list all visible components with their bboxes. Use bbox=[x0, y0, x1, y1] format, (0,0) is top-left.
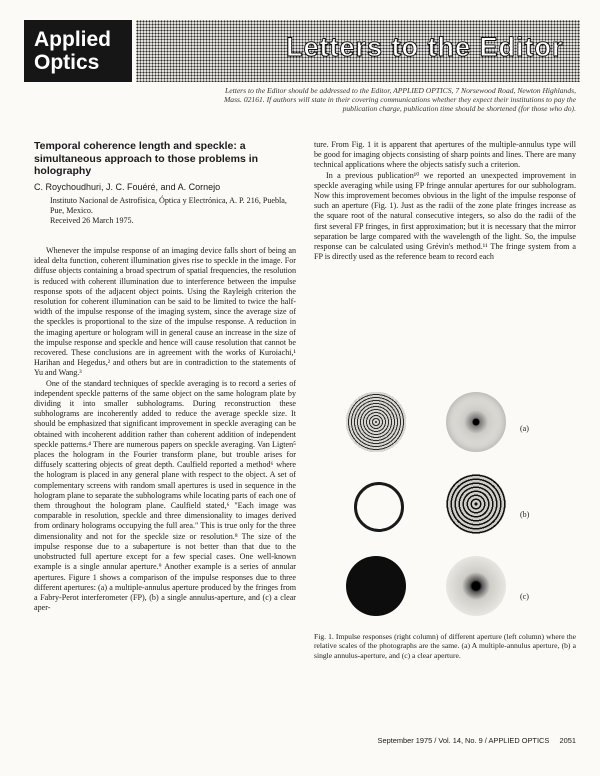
page-footer bbox=[350, 736, 576, 745]
figure-label-a: (a) bbox=[520, 424, 529, 433]
aperture-a-image bbox=[346, 392, 406, 452]
journal-banner bbox=[24, 20, 580, 82]
body-paragraph: Whenever the impulse response of an imaging device falls short of being an ideal delta function, coherent illumination gives rise to speckle in the image. For diffuse objects containing a broad spectrum of spatial frequencies, the resolution is reduced with coherent illumination due to interference between the impulse response spots of the adjacent object points. Using the Rayleigh criterion the resolution for coherent illumination can be said to be limited to twice the half-width of the impulse response of the imaging system, since the average size of the speckles is proportional to the size of the impulse response. A reduction in the imaging aperture or hologram will in general cause an increase in the size of the impulse response and speckle and hence will cause resolution that cannot be recovered. These conclusions are in agreement with the works of Kuroiachi,¹ Harihan and Hegedus,² and others but are in contradiction to the statements of Yu and Wang.³ bbox=[34, 246, 296, 378]
affiliation-text: Instituto Nacional de Astrofísica, Óptica y Electrónica, A. P. 216, Puebla, Pue, Mexico. bbox=[50, 196, 287, 215]
impulse-b-image bbox=[446, 474, 506, 534]
impulse-c-image bbox=[446, 556, 506, 616]
figure-label-b: (b) bbox=[520, 510, 530, 519]
figure-label-c: (c) bbox=[520, 592, 529, 601]
body-paragraph: ture. From Fig. 1 it is apparent that apertures of the multiple-annulus type will be good for imaging objects consisting of sharp points and lines. There are many technical applications where the objects satisfy such a criterion. bbox=[314, 140, 576, 170]
right-column bbox=[314, 140, 576, 262]
left-column bbox=[34, 246, 296, 613]
journal-name-line1: Applied bbox=[34, 28, 111, 51]
aperture-b-image bbox=[354, 482, 404, 532]
figure-1 bbox=[336, 388, 516, 614]
article-authors: C. Roychoudhuri, J. C. Fouéré, and A. Cornejo bbox=[34, 182, 221, 192]
article-affiliation bbox=[50, 196, 300, 226]
issue-line: September 1975 / Vol. 14, No. 9 / APPLIED OPTICS bbox=[377, 736, 550, 745]
journal-name-line2: Optics bbox=[34, 51, 100, 74]
section-header-halftone bbox=[136, 20, 580, 82]
body-paragraph: In a previous publication¹⁰ we reported an unexpected improvement in speckle averaging while using FP fringe annular apertures for our subhologram. Now this improvement becomes obvious in the light of the impulse response of such an aperture (Fig. 1). Just as the radii of the zone plate fringes increase as the square root of the natural consecutive integers, so also do the radii of the first several FP fringes, in first approximation; but it is necessary that the mirror separation be large compared with the wavelength of the light. So, the impulse response can be calculated using Grévin's method.¹¹ The fringe system from a FP is directly used as the reference beam to record each bbox=[314, 170, 576, 262]
aperture-c-image bbox=[346, 556, 406, 616]
journal-logo bbox=[24, 20, 132, 82]
section-title: Letters to the Editor bbox=[286, 32, 564, 62]
figure-caption: Fig. 1. Impulse responses (right column) of different aperture (left column) where the relative scales of the photographs are the same. (a) A multiple-annulus aperture, (b) a single annulus-aperture, and (c) a clear aperture. bbox=[314, 632, 576, 660]
body-paragraph: One of the standard techniques of speckle averaging is to record a series of independent speckle patterns of the same object on the same hologram plate by dividing it into smaller subholograms. During reconstruction these subholograms are incoherently added to reduce the average speckle size. It should be emphasized that significant improvement in speckle averaging can be obtained with incoherent addition rather than coherent addition of independent speckle patterns.⁴ There are numerous papers on speckle averaging. Van Ligten⁵ places the hologram in the Fourier transform plane, but trouble arises for diffusely scattering objects of great depth. Caulfield reported a method⁶ where the hologram is placed in any general plane with respect to the object. A set of complementary screens with random small apertures is used in sequence in the hologram plane to separate the subholograms while locating parts of each one of them throughout the hologram plane. Caulfield stated,⁶ "Each image was comparable in resolution, speckle and three dimensionality to images derived from ordinary holograms occupying the full area." This is true only for the three dimensionality and not for the speckle size or resolution.⁸ The size of the impulse response due to a subaperture is not better than that due to the unobstructed full aperture except for a few special cases. One well-known example is a single annular aperture.⁹ Another example is a series of annular apertures. Figure 1 shows a comparison of the impulse responses due to three different apertures: (a) a multiple-annulus aperture produced by the fringes from a Fabry-Perot interferometer (FP), (b) a single annulus-aperture, and (c) a clear aper- bbox=[34, 378, 296, 613]
page-number: 2051 bbox=[559, 736, 576, 745]
impulse-a-image bbox=[446, 392, 506, 452]
article-title: Temporal coherence length and speckle: a simultaneous approach to those problems in holography bbox=[34, 140, 259, 177]
editor-notice: Letters to the Editor should be addressed to the Editor, APPLIED OPTICS, 7 Norsewood Road, Newton Highlands, Mass. 02161. If authors will state in their covering communications whether they expect their institutions to pay the publication charge, publication time should be shortened (for those who do). bbox=[223, 86, 576, 113]
received-date: Received 26 March 1975. bbox=[50, 216, 134, 225]
